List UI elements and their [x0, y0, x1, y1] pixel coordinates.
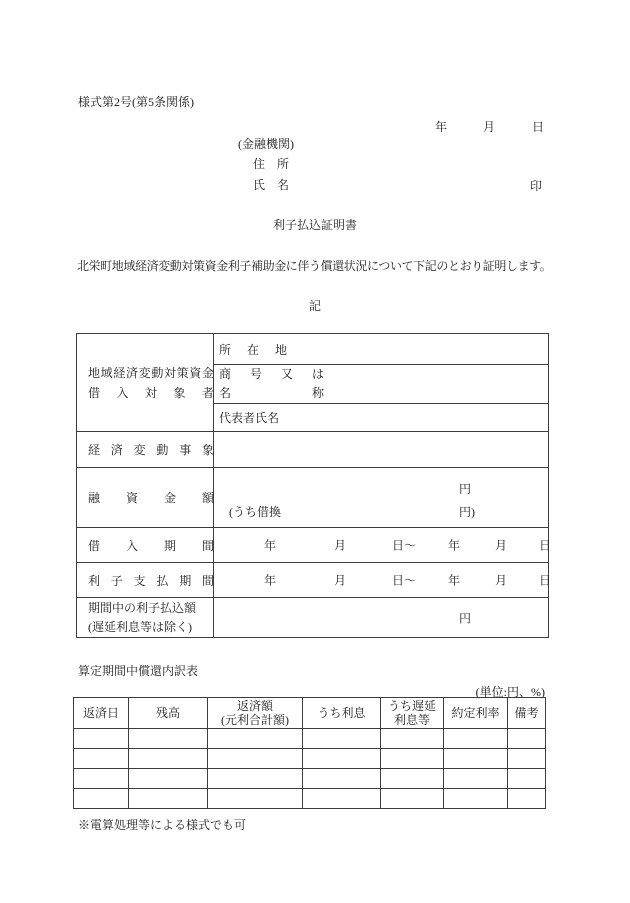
representative-name-cell — [214, 404, 549, 432]
empty-cell — [508, 749, 546, 769]
header-repayment-date — [74, 698, 129, 729]
header-late-interest — [381, 698, 444, 729]
empty-cell — [208, 769, 303, 789]
empty-cell — [303, 749, 381, 769]
header-late-interest-line1: うち遅延 — [387, 699, 436, 713]
empty-cell — [508, 789, 546, 809]
period-day-1: 日〜 — [392, 538, 417, 553]
unit-note: (単位:円、%) — [475, 685, 545, 699]
empty-cell — [74, 789, 129, 809]
empty-cell — [208, 729, 303, 749]
document-title: 利子払込証明書 — [272, 218, 357, 232]
representative-label: 代表者氏名 — [219, 411, 280, 425]
borrower-location-row — [77, 334, 549, 365]
date-line — [0, 118, 630, 132]
year-label: 年 — [435, 120, 448, 134]
empty-cell — [74, 749, 129, 769]
interest-payment-period-value-cell — [214, 563, 552, 598]
financial-institution-label: (金融機関) — [238, 137, 294, 151]
trade-name-line2: 名称 — [219, 386, 324, 400]
empty-cell — [444, 769, 508, 789]
interest-paid-yen-label: 円 — [459, 611, 472, 625]
seal-label: 印 — [530, 179, 543, 193]
interest-paid-label-cell — [77, 598, 214, 638]
empty-cell — [303, 729, 381, 749]
period-day-2: 日 — [539, 573, 552, 588]
header-agreed-rate-label: 約定利率 — [451, 706, 500, 720]
ki-heading: 記 — [308, 299, 321, 313]
footnote: ※電算処理等による様式でも可 — [78, 818, 247, 832]
empty-cell — [129, 729, 208, 749]
header-repayment-amount-line2: (元利合計額) — [221, 713, 289, 727]
header-repayment-amount-line1: 返済額 — [236, 699, 273, 713]
empty-cell — [208, 789, 303, 809]
breakdown-empty-row — [74, 769, 546, 789]
period-month-1: 月 — [334, 538, 347, 553]
issuer-address-label: 住 所 — [253, 157, 290, 171]
period-day-2: 日 — [539, 538, 552, 553]
empty-cell — [508, 769, 546, 789]
header-remarks — [508, 698, 546, 729]
breakdown-empty-row — [74, 789, 546, 809]
borrowing-period-label: 借入期間 — [88, 538, 214, 553]
refinance-label: (うち借換 — [229, 505, 281, 519]
economic-event-label: 経済変動事象 — [88, 443, 214, 457]
borrower-label-line1: 地域経済変動対策資金 — [88, 365, 214, 380]
loan-amount-value-cell — [214, 468, 549, 528]
interest-payment-period-label-cell — [77, 563, 214, 598]
empty-cell — [74, 729, 129, 749]
empty-cell — [381, 749, 444, 769]
breakdown-table — [73, 697, 546, 809]
empty-cell — [303, 769, 381, 789]
empty-cell — [303, 789, 381, 809]
interest-paid-label-line2: (遅延利息等は除く) — [88, 619, 192, 634]
period-year-2: 年 — [448, 573, 461, 588]
breakdown-empty-row — [74, 749, 546, 769]
interest-paid-row — [77, 598, 549, 638]
location-label: 所在地 — [219, 342, 287, 357]
interest-paid-value-cell — [214, 598, 549, 638]
loan-amount-label: 融資金額 — [88, 491, 214, 505]
breakdown-header-row — [74, 698, 546, 729]
header-repayment-date-label: 返済日 — [82, 706, 119, 720]
empty-cell — [444, 789, 508, 809]
header-agreed-rate — [444, 698, 508, 729]
header-interest-portion — [303, 698, 381, 729]
loan-amount-row — [77, 468, 549, 528]
header-balance-label: 残高 — [155, 706, 180, 720]
loan-amount-yen-label: 円 — [459, 482, 472, 496]
breakdown-empty-row — [74, 729, 546, 749]
empty-cell — [208, 749, 303, 769]
empty-cell — [129, 789, 208, 809]
period-year-1: 年 — [264, 538, 277, 553]
header-interest-portion-label: うち利息 — [317, 706, 366, 720]
borrower-group-label-cell — [77, 334, 214, 432]
period-year-1: 年 — [264, 573, 277, 588]
refinance-yen-label: 円) — [459, 505, 475, 519]
header-remarks-label: 備考 — [514, 706, 539, 720]
breakdown-title: 算定期間中償還内訳表 — [78, 664, 199, 678]
period-year-2: 年 — [448, 538, 461, 553]
empty-cell — [444, 749, 508, 769]
empty-cell — [508, 729, 546, 749]
trade-name-line1: 商号又は — [219, 367, 324, 381]
empty-cell — [129, 769, 208, 789]
header-late-interest-line2: 利息等 — [393, 713, 430, 727]
borrower-label-line2: 借入対象者 — [88, 385, 214, 400]
period-day-1: 日〜 — [392, 573, 417, 588]
trade-name-label-cell — [214, 365, 549, 404]
period-month-1: 月 — [334, 573, 347, 588]
header-balance — [129, 698, 208, 729]
empty-cell — [381, 789, 444, 809]
certification-statement: 北栄町地域経済変動対策資金利子補助金に伴う償還状況について下記のとおり証明します。 — [77, 259, 552, 273]
empty-cell — [74, 769, 129, 789]
borrowing-period-row — [77, 528, 549, 563]
month-label: 月 — [483, 120, 496, 134]
empty-cell — [129, 749, 208, 769]
form-number: 様式第2号(第5条関係) — [78, 95, 194, 109]
period-month-2: 月 — [495, 573, 508, 588]
interest-payment-period-row — [77, 563, 549, 598]
loan-amount-label-cell — [77, 468, 214, 528]
economic-event-row — [77, 432, 549, 468]
borrowing-period-value-cell — [214, 528, 552, 563]
borrowing-period-label-cell — [77, 528, 214, 563]
empty-cell — [381, 729, 444, 749]
issuer-name-label: 氏 名 — [253, 178, 290, 192]
economic-event-label-cell — [77, 432, 214, 468]
day-label: 日 — [532, 120, 545, 134]
economic-event-value-cell — [214, 432, 549, 468]
location-label-cell — [214, 334, 549, 365]
period-month-2: 月 — [495, 538, 508, 553]
interest-paid-label-line1: 期間中の利子払込額 — [88, 600, 197, 615]
empty-cell — [381, 769, 444, 789]
interest-payment-period-label: 利子支払期間 — [88, 573, 214, 588]
header-repayment-amount — [208, 698, 303, 729]
empty-cell — [444, 729, 508, 749]
main-table — [76, 333, 552, 638]
